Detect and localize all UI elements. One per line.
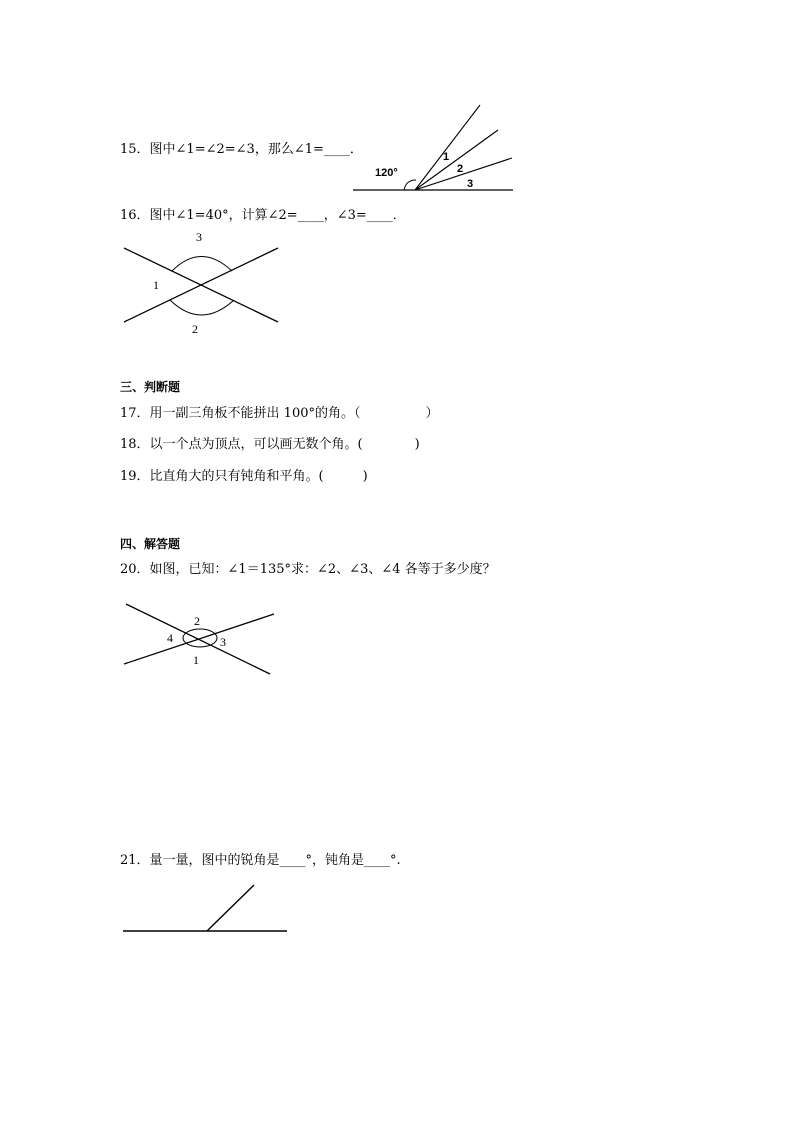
question-16: 16．图中∠1=40°，计算∠2=____，∠3=____． [120, 208, 406, 223]
fig16-label-2: 2 [192, 322, 198, 336]
fig15-label-1: 1 [443, 151, 450, 163]
fig15-label-3: 3 [467, 178, 474, 190]
fig20-label-2: 2 [194, 614, 200, 628]
fig15-ray-2 [415, 130, 498, 190]
question-18: 18．以一个点为顶点，可以画无数个角。( ) [120, 437, 420, 452]
fig16-arc-top [172, 257, 232, 272]
fig15-angle-label: 120° [375, 167, 398, 179]
question-21: 21．量一量，图中的锐角是____°，钝角是____°. [120, 853, 401, 868]
fig21-ray [207, 885, 254, 931]
section-judgement-title: 三、判断题 [120, 380, 181, 394]
question-19: 19．比直角大的只有钝角和平角。( ) [120, 469, 368, 484]
figure-20 [120, 598, 280, 678]
fig15-ray-3 [415, 158, 512, 190]
fig15-angle-arc [404, 180, 416, 190]
fig16-label-3: 3 [196, 230, 202, 244]
fig16-label-1: 1 [153, 278, 159, 292]
fig20-label-1: 1 [193, 653, 199, 667]
question-15: 15．图中∠1=∠2=∠3，那么∠1=____． [120, 142, 363, 157]
question-20: 20．如图，已知：∠1＝135°求：∠2、∠3、∠4 各等于多少度？ [120, 562, 496, 577]
figure-16 [120, 230, 285, 340]
fig20-label-4: 4 [167, 631, 173, 645]
question-17: 17．用一副三角板不能拼出 100°的角。（ ） [120, 406, 439, 421]
section-answer-title: 四、解答题 [120, 537, 181, 551]
fig20-label-3: 3 [220, 635, 226, 649]
figure-15 [350, 100, 520, 195]
fig15-label-2: 2 [457, 163, 464, 175]
figure-21 [120, 878, 295, 938]
fig16-arc-bottom [170, 300, 234, 315]
